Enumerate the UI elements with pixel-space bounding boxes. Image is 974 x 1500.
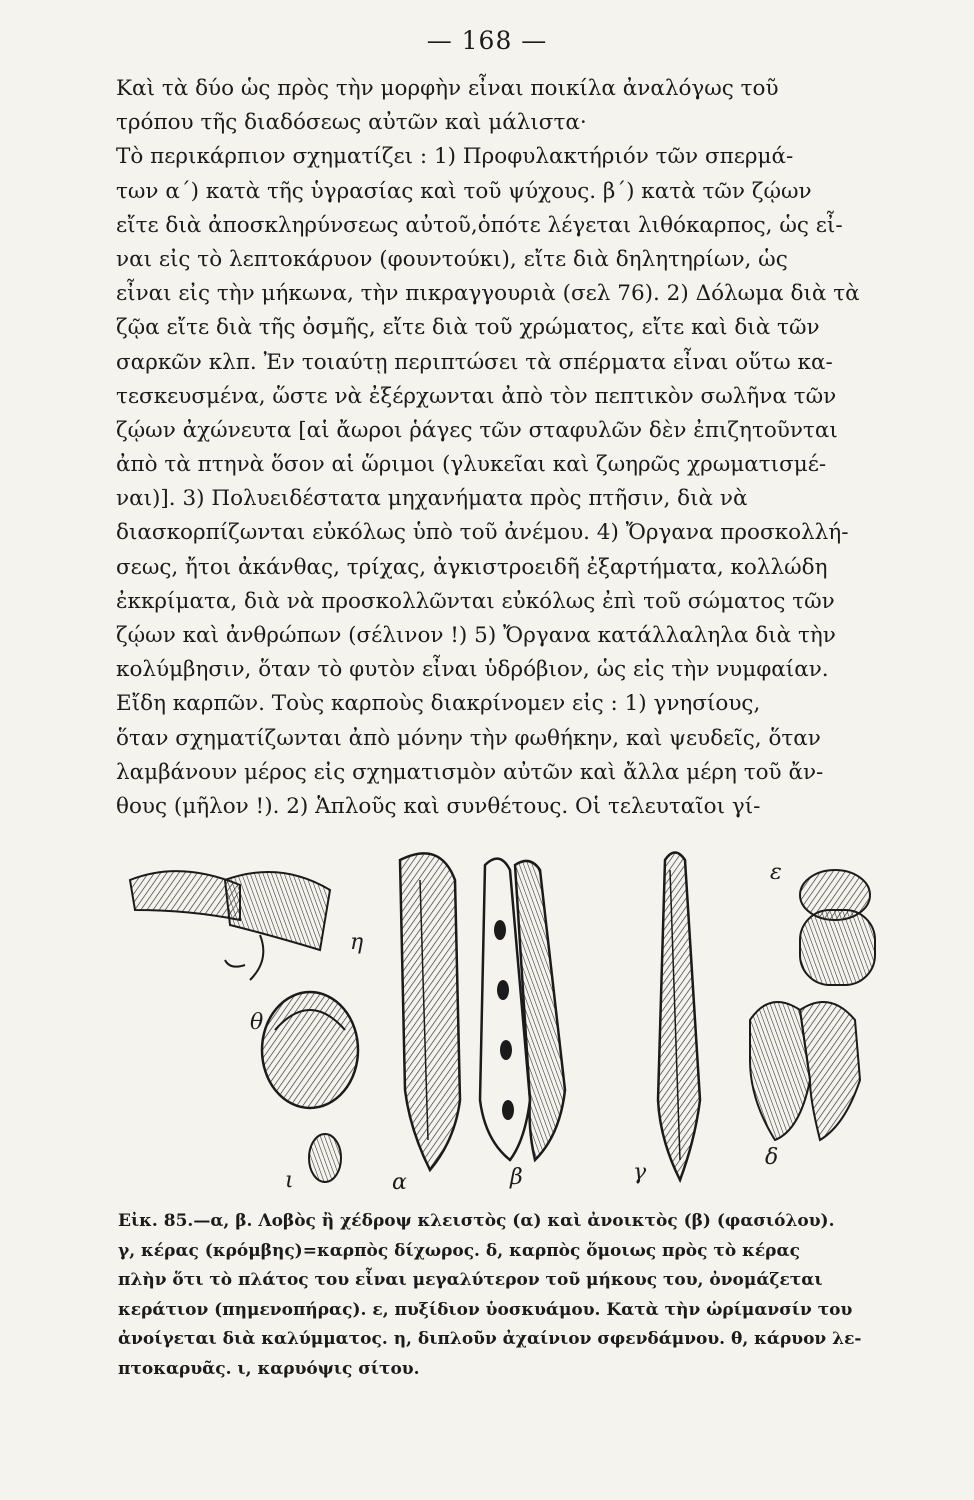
fruit-illustration	[110, 840, 920, 1200]
hazelnut-drawing	[262, 992, 358, 1108]
body-line: ναι)]. 3) Πολυειδέστατα μηχανήματα πρὸς πτῆσιν, διὰ νὰ	[116, 486, 748, 512]
body-line: διασκορπίζωνται εὐκόλως ὑπὸ τοῦ ἀνέμου. 4) Ὄργανα προσκολλή-	[116, 520, 849, 546]
body-line: ἐκκρίματα, διὰ νὰ προσκολλῶνται εὐκόλως ἐπὶ τοῦ σώματος τῶν	[116, 588, 835, 614]
body-line: εἶναι εἰς τὴν μήκωνα, τὴν πικραγγουριὰ (σελ 76). 2) Δόλωμα διὰ τὰ	[116, 281, 860, 307]
figure-label-iota: ι	[285, 1168, 294, 1193]
body-line: ζῴων καὶ ἀνθρώπων (σέλινον !) 5) Ὄργανα κατάλλαληλα διὰ τὴν	[116, 623, 836, 648]
figure-label-eta: η	[350, 930, 364, 955]
page-number: — 168 —	[426, 26, 548, 55]
body-line: ὅταν σχηματίζωνται ἀπὸ μόνην τὴν φωθήκην, καὶ ψευδεῖς, ὅταν	[116, 725, 821, 751]
body-line: Καὶ τὰ δύο ὡς πρὸς τὴν μορφὴν εἶναι ποικίλα ἀναλόγως τοῦ	[116, 76, 779, 101]
caption-line: πλὴν ὅτι τὸ πλάτος του εἶναι μεγαλύτερον τοῦ μήκους του, ὀνομάζεται	[118, 1270, 823, 1290]
figure-label-epsilon: ε	[770, 860, 782, 885]
body-line: εἴτε διὰ ἀποσκληρύνσεως αὐτοῦ,ὁπότε λέγεται λιθόκαρπος, ὡς εἶ-	[116, 212, 843, 238]
body-line: σαρκῶν κλπ. Ἐν τοιαύτῃ περιπτώσει τὰ σπέρματα εἶναι οὕτω κα-	[116, 349, 833, 375]
figure-label-theta: θ	[250, 1010, 264, 1035]
pyxidium-drawing	[800, 870, 875, 985]
figure-label-gamma: γ	[633, 1160, 647, 1185]
caption-line: πτοκαρυᾶς. ι, καρυόψις σίτου.	[118, 1358, 420, 1379]
caption-line: Εἰκ. 85.—α, β. Λοβὸς ἢ χέδροψ κλειστὸς (α) καὶ ἀνοικτὸς (β) (φασιόλου).	[118, 1211, 835, 1231]
body-line: θους (μῆλον !). 2) Ἁπλοῦς καὶ συνθέτους. Οἱ τελευταῖοι γί-	[116, 793, 761, 819]
body-line: ζῷα εἴτε διὰ τῆς ὀσμῆς, εἴτε διὰ τοῦ χρώματος, εἴτε καὶ διὰ τῶν	[116, 315, 820, 341]
closed-pod-drawing	[400, 853, 460, 1170]
fruit-drawings	[110, 840, 920, 1200]
wheat-grain-drawing	[309, 1134, 341, 1182]
figure-label-beta: β	[510, 1165, 523, 1190]
open-pod-drawing	[480, 859, 565, 1160]
figure-label-delta: δ	[765, 1145, 779, 1170]
figure-label-alpha: α	[392, 1170, 407, 1195]
caption-line: ἀνοίγεται διὰ καλύμματος. η, διπλοῦν ἀχαίνιον σφενδάμνου. θ, κάρυον λε-	[118, 1329, 862, 1349]
body-line: ζῴων ἀχώνευτα [αἱ ἄωροι ῥάγες τῶν σταφυλῶν δὲν ἐπιζητοῦνται	[116, 417, 838, 443]
figure-caption	[118, 1207, 918, 1384]
body-text	[116, 72, 916, 824]
body-line: ναι εἰς τὸ λεπτοκάρυον (φουντούκι), εἴτε διὰ δηλητηρίων, ὡς	[116, 246, 788, 272]
body-line: Τὸ περικάρπιον σχηματίζει : 1) Προφυλακτήριόν τῶν σπερμά-	[116, 144, 794, 170]
body-line: ἀπὸ τὰ πτηνὰ ὅσον αἱ ὥριμοι (γλυκεῖαι καὶ ζωηρῶς χρωματισμέ-	[116, 452, 827, 478]
body-line: τεσκευσμένα, ὥστε νὰ ἐξέρχωνται ἀπὸ τὸν πεπτικὸν σωλῆνα τῶν	[116, 383, 837, 409]
body-line: κολύμβησιν, ὅταν τὸ φυτὸν εἶναι ὑδρόβιον, ὡς εἰς τὴν νυμφαίαν.	[116, 657, 829, 683]
body-line: των α΄) κατὰ τῆς ὑγρασίας καὶ τοῦ ψύχους. β΄) κατὰ τῶν ζῴων	[116, 178, 812, 204]
caption-line: κεράτιον (πημενοπήρας). ε, πυξίδιον ὑοσκυάμου. Κατὰ τὴν ὡρίμανσίν του	[118, 1299, 853, 1320]
siliqua-drawing	[658, 853, 700, 1181]
body-line: σεως, ἤτοι ἀκάνθας, τρίχας, ἀγκιστροειδῆ ἐξαρτήματα, κολλώδη	[116, 554, 828, 580]
maple-samara-drawing	[130, 871, 330, 980]
silicle-drawing	[750, 1002, 860, 1140]
body-line: Εἴδη καρπῶν. Τοὺς καρποὺς διακρίνομεν εἰς : 1) γνησίους,	[116, 691, 761, 717]
caption-line: γ, κέρας (κρόμβης)=καρπὸς δίχωρος. δ, καρπὸς ὅμοιως πρὸς τὸ κέρας	[118, 1240, 800, 1261]
body-line: λαμβάνουν μέρος εἰς σχηματισμὸν αὐτῶν καὶ ἄλλα μέρη τοῦ ἄν-	[116, 759, 824, 785]
body-line: τρόπου τῆς διαδόσεως αὐτῶν καὶ μάλιστα·	[116, 110, 587, 136]
